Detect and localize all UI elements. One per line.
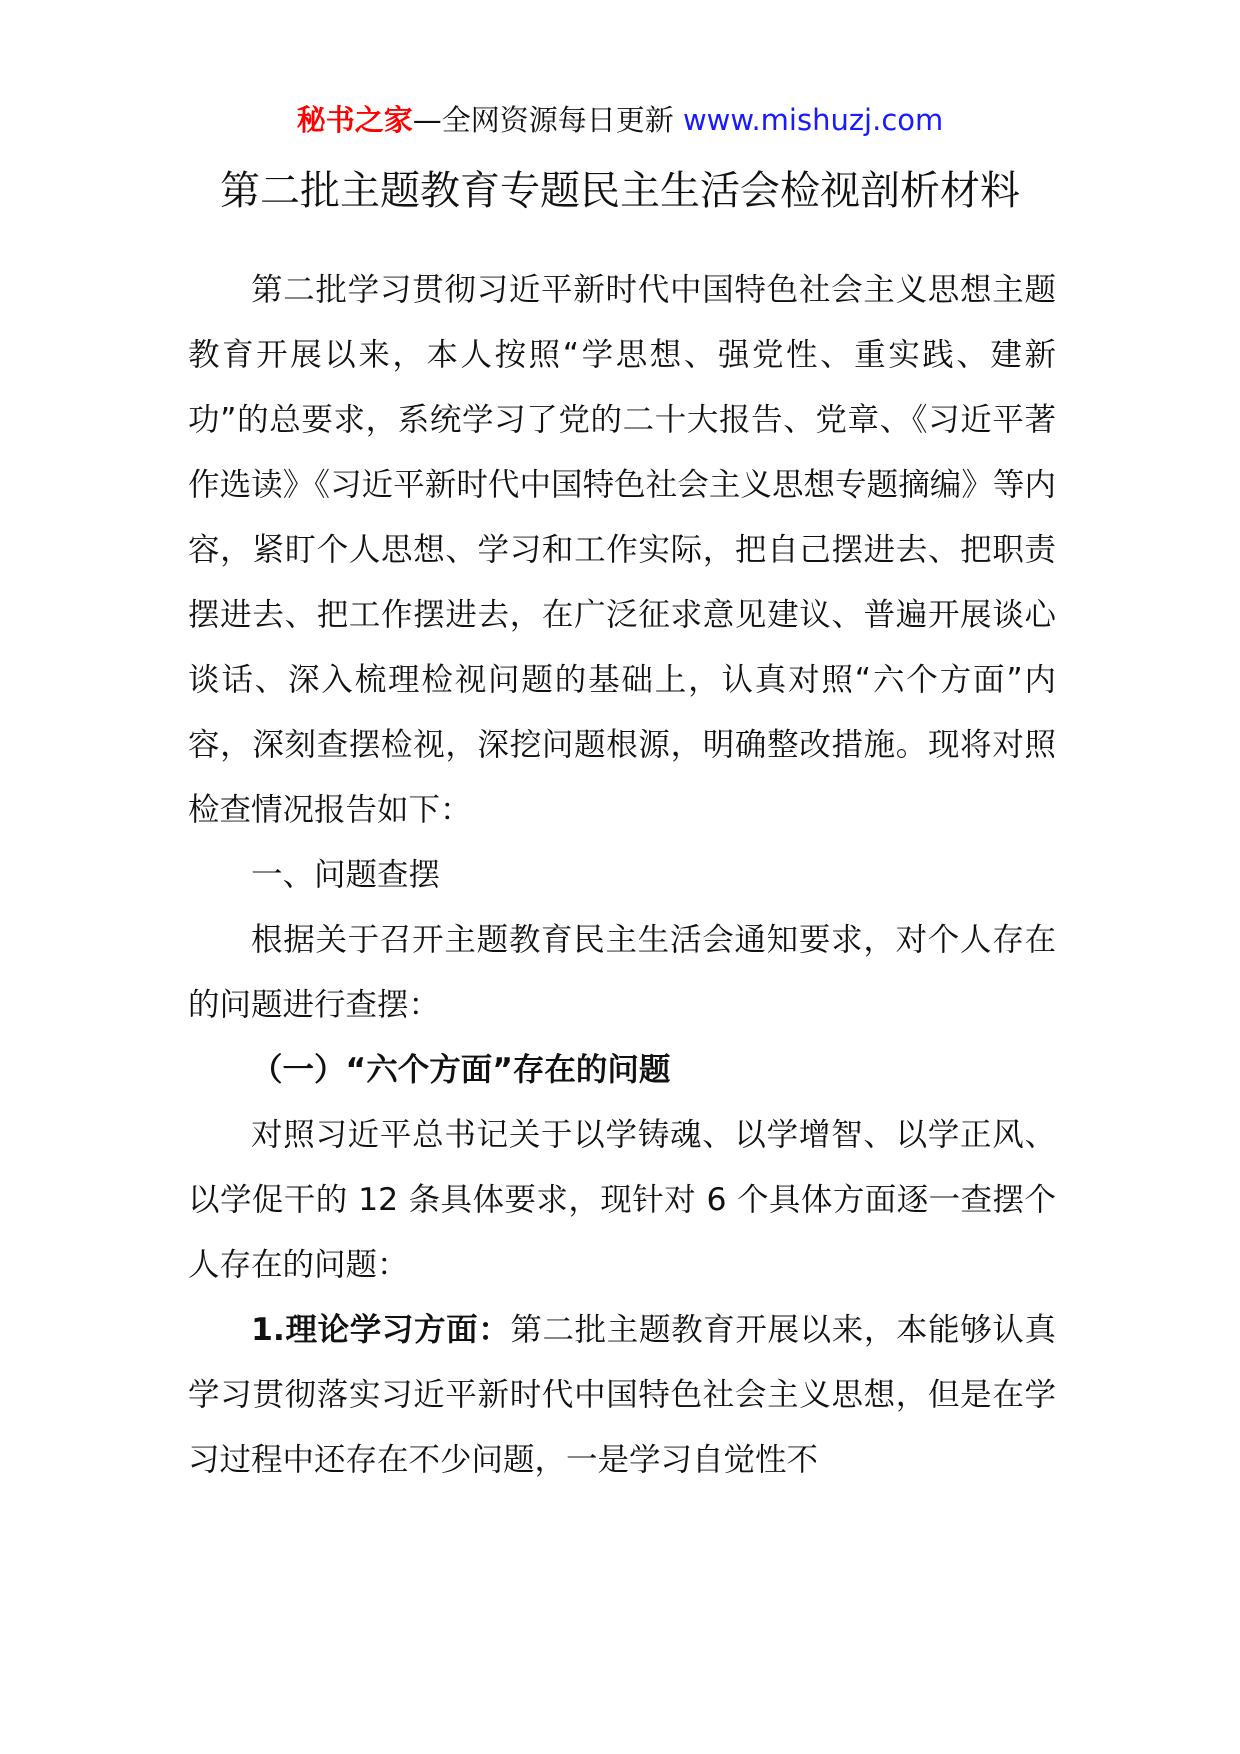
document-body bbox=[188, 258, 1056, 1493]
subsection-heading: （一）“六个方面”存在的问题 bbox=[251, 1052, 671, 1088]
brand-name: 秘书之家 bbox=[296, 103, 413, 137]
header-tagline: —全网资源每日更新 bbox=[412, 103, 674, 137]
site-url-link[interactable]: www.mishuzj.com bbox=[682, 103, 944, 137]
document-title: 第二批主题教育专题民主生活会检视剖析材料 bbox=[220, 168, 1020, 214]
item-label: 1.理论学习方面： bbox=[251, 1312, 511, 1348]
subsection-paragraph: 对照习近平总书记关于以学铸魂、以学增智、以学正风、以学促干的 12 条具体要求，现针对 6 个具体方面逐一查摆个人存在的问题： bbox=[188, 1117, 1056, 1283]
section-heading: 一、问题查摆 bbox=[251, 857, 441, 893]
site-header bbox=[0, 100, 1240, 140]
item-paragraph bbox=[188, 1298, 1056, 1493]
section-paragraph: 根据关于召开主题教育民主生活会通知要求，对个人存在的问题进行查摆： bbox=[188, 922, 1056, 1023]
intro-paragraph: 第二批学习贯彻习近平新时代中国特色社会主义思想主题教育开展以来，本人按照“学思想、强党性、重实践、建新功”的总要求，系统学习了党的二十大报告、党章、《习近平著作选读》《习近平新时代中国特色社会主义思想专题摘编》等内容，紧盯个人思想、学习和工作实际，把自己摆进去、把职责摆进去、把工作摆进去，在广泛征求意见建议、普遍开展谈心谈话、深入梳理检视问题的基础上，认真对照“六个方面”内容，深刻查摆检视，深挖问题根源，明确整改措施。现将对照检查情况报告如下： bbox=[188, 272, 1056, 828]
item-text: 第二批主题教育开展以来，本能够认真学习贯彻落实习近平新时代中国特色社会主义思想，但是在学习过程中还存在不少问题，一是学习自觉性不 bbox=[188, 1312, 1056, 1478]
